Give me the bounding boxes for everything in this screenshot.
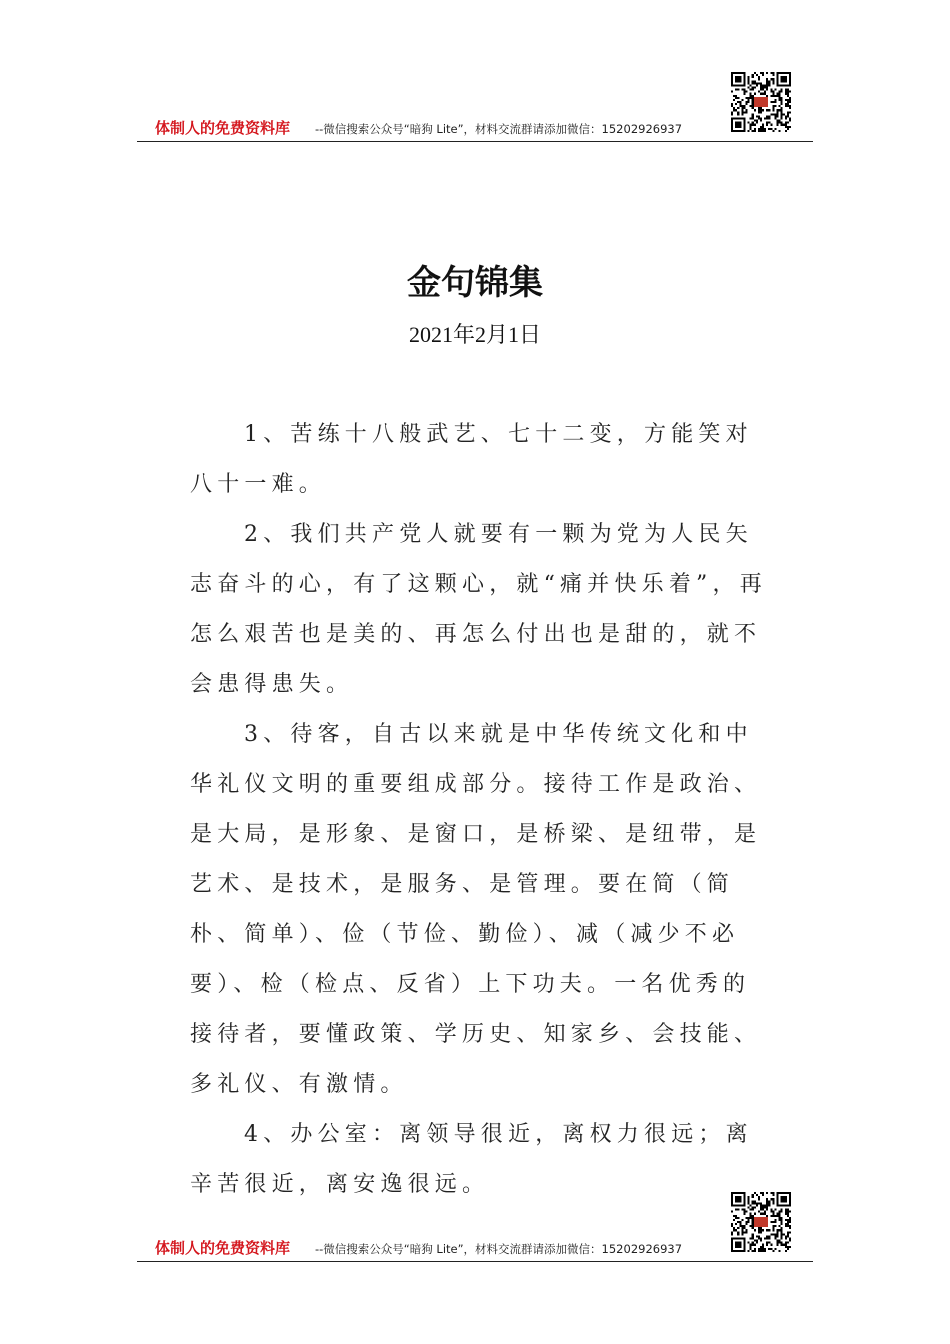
document-body — [190, 410, 770, 1210]
header-banner — [137, 70, 813, 142]
qr-code-icon — [731, 72, 791, 132]
paragraph: 3、待客，自古以来就是中华传统文化和中华礼仪文明的重要组成部分。接待工作是政治、是大局，是形象、是窗口，是桥梁、是纽带，是艺术、是技术，是服务、是管理。要在简（简朴、简单）、俭（节俭、勤俭）、减（减少不必要）、检（检点、反省）上下功夫。一名优秀的接待者，要懂政策、学历史、知家乡、会技能、多礼仪、有激情。 — [190, 722, 762, 1097]
paragraph: 4、办公室：离领导很近，离权力很远；离辛苦很近，离安逸很远。 — [190, 1122, 753, 1197]
page-title: 金句锦集 — [407, 263, 543, 303]
header-brand: 体制人的免费资料库 — [155, 119, 291, 137]
header-divider — [137, 141, 813, 142]
footer-info: --微信搜索公众号“暗狗 Lite”，材料交流群请添加微信：15202926937 — [315, 1242, 683, 1256]
paragraph: 1、苦练十八般武艺、七十二变，方能笑对八十一难。 — [190, 422, 753, 497]
footer-divider — [137, 1261, 813, 1262]
footer-brand: 体制人的免费资料库 — [155, 1239, 291, 1257]
document-date: 2021年2月1日 — [408, 322, 541, 347]
footer-banner — [137, 1190, 813, 1262]
paragraph: 2、我们共产党人就要有一颗为党为人民矢志奋斗的心，有了这颗心，就“痛并快乐着”，再怎么艰苦也是美的、再怎么付出也是甜的，就不会患得患失。 — [190, 522, 767, 697]
qr-code-icon — [731, 1192, 791, 1252]
header-info: --微信搜索公众号“暗狗 Lite”，材料交流群请添加微信：15202926937 — [315, 122, 683, 136]
